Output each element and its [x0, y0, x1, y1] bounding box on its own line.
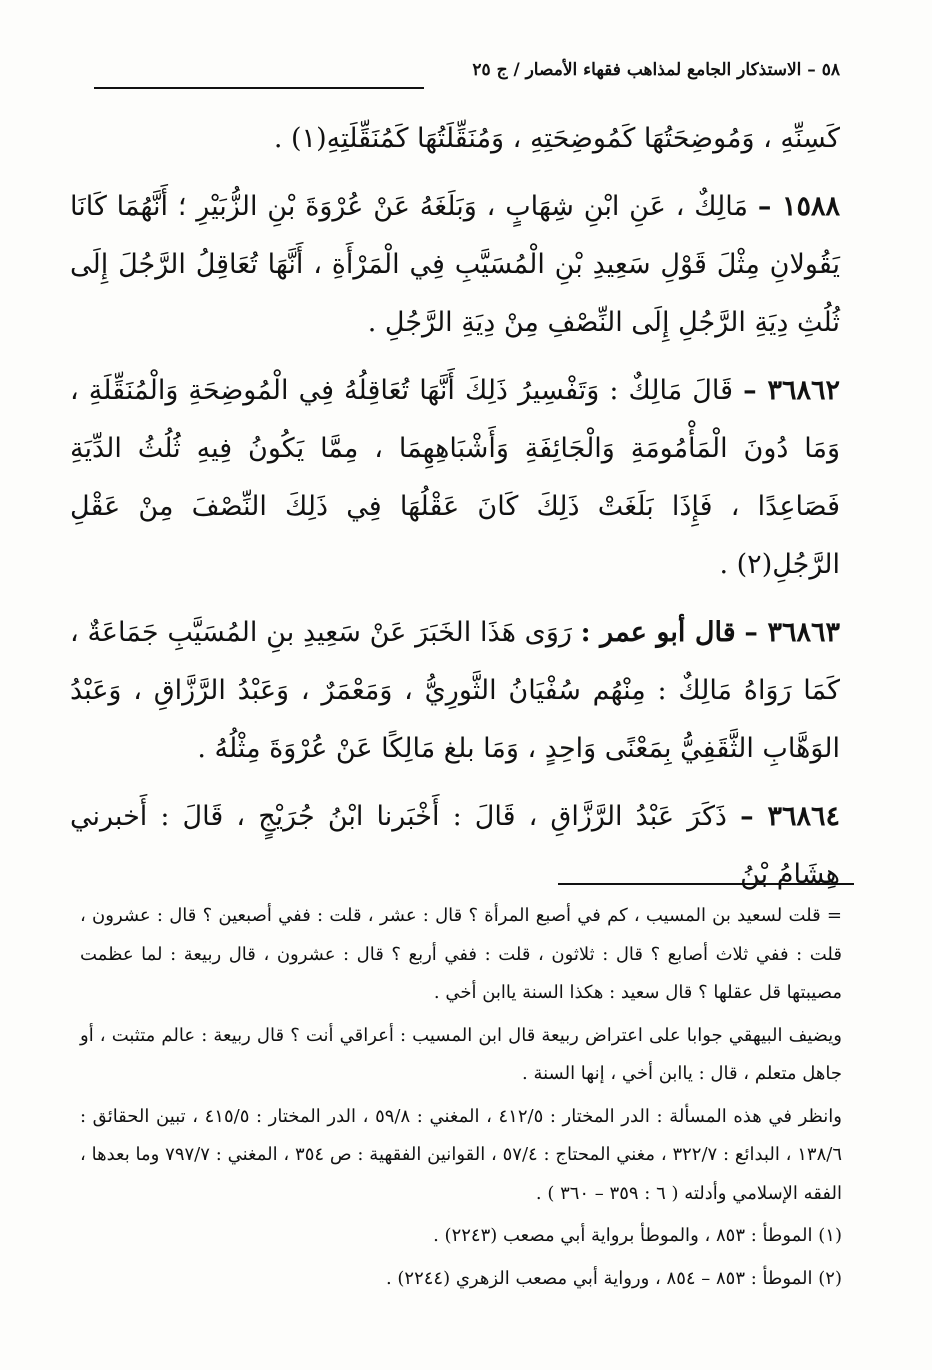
header-rule — [94, 87, 424, 89]
entry-text: قَالَ مَالِكٌ : وَتَفْسِيرُ ذَلِكَ أَنَّهَا تُعَاقِلُهُ فِي الْمُوضِحَةِ وَالْمُنَقِّلَةِ ، وَمَا دُونَ الْمَأْمُومَةِ وَالْجَائِفَةِ وَأَشْبَاهِهِمَا ، مِمَّا يَكُونُ فِيهِ ثُلُثُ الدِّيَةِ فَصَاعِدًا ، فَإِذَا بَلَغَتْ ذَلِكَ كَانَ عَقْلُهَا فِي ذَلِكَ النِّصْفَ مِنْ عَقْلِ الرَّجُلِ(٢) . — [70, 375, 840, 580]
footnote-bayhaqi: ويضيف البيهقي جوابا على اعتراض ربيعة قال ابن المسيب : أعراقي أنت ؟ قال ربيعة : عالم متثبت ، أو جاهل متعلم ، قال : ياابن أخي ، إنها السنة . — [80, 1024, 842, 1084]
entry-number: ٣٦٨٦٣ – — [744, 617, 840, 648]
entry-number: ١٥٨٨ – — [757, 191, 840, 222]
entry-number: ٣٦٨٦٤ – — [740, 801, 840, 832]
entry-text: ذَكَرَ عَبْدُ الرَّزَّاقِ ، قَالَ : أَخْبَرنا ابْنُ جُرَيْجٍ ، قَالَ : أَخبرني هِشَامُ بْنُ — [70, 801, 840, 890]
entry-36863 — [70, 604, 840, 778]
main-text — [70, 110, 840, 914]
footnote-2: (٢) الموطأ : ٨٥٣ – ٨٥٤ ، ورواية أبي مصعب الزهري (٢٢٤٤) . — [385, 1267, 842, 1289]
footnote-rule — [558, 883, 854, 885]
footnote-1: (١) الموطأ : ٨٥٣ ، والموطأ برواية أبي مصعب (٢٢٤٣) . — [433, 1225, 842, 1246]
page-number: ٥٨ — [821, 60, 840, 80]
entry-heading: قال أبو عمر : — [580, 617, 736, 648]
entry-36864 — [70, 788, 840, 904]
entry-36862 — [70, 362, 840, 594]
running-title: – الاستذكار الجامع لمذاهب فقهاء الأمصار / ج ٢٥ — [472, 60, 816, 80]
running-header — [280, 60, 840, 80]
footnotes — [80, 897, 842, 1302]
entry-number: ٣٦٨٦٢ – — [743, 375, 840, 406]
footnote-continuation: = قلت لسعيد بن المسيب ، كم في أصبع المرأة ؟ قال : عشر ، قلت : ففي أصبعين ؟ قال : عشرون ، قلت : ففي ثلاث أصابع ؟ قال : ثلاثون ، قلت : ففي أربع ؟ قال : عشرون ، قال ربيعة : لما عظمت مصيبتها قل عقلها ؟ قال سعيد : هكذا السنة ياابن أخي . — [80, 905, 842, 1003]
entry-text: رَوَى هَذَا الخَبَرَ عَنْ سَعِيدِ بنِ المُسَيَّبِ جَمَاعَةٌ ، كَمَا رَوَاهُ مَالِكٌ : مِنْهُم سُفْيَانُ الثَّورِيُّ ، وَمَعْمَرٌ ، وَعَبْدُ الرَّزَّاقِ ، وَعَبْدُ الوَهَّابِ الثَّقَفِيُّ بِمَعْنًى وَاحِدٍ ، وَمَا بلغ مَالِكًا عَنْ عُرْوَةَ مِثْلُهُ . — [70, 617, 840, 764]
entry-1588 — [70, 178, 840, 352]
footnote-sources: وانظر في هذه المسألة : الدر المختار : ٤١٢/٥ ، المغني : ٥٩/٨ ، الدر المختار : ٤١٥/٥ ، تبين الحقائق : ١٣٨/٦ ، البدائع : ٣٢٢/٧ ، مغني المحتاج : ٥٧/٤ ، القوانين الفقهية : ص ٣٥٤ ، المغني : ٧٩٧/٧ وما بعدها ، الفقه الإسلامي وأدلته ( ٦ : ٣٥٩ – ٣٦٠ ) . — [80, 1105, 842, 1204]
continuation-line: كَسِنِّهِ ، وَمُوضِحَتُهَا كَمُوضِحَتِهِ ، وَمُنَقِّلَتُهَا كَمُنَقِّلَتِهِ(١) . — [273, 123, 840, 154]
entry-text: مَالِكٌ ، عَنِ ابْنِ شِهَابٍ ، وَبَلَغَهُ عَنْ عُرْوَةَ بْنِ الزُّبَيْرِ ؛ أَنَّهُمَا كَانَا يَقُولانِ مِثْلَ قَوْلِ سَعِيدِ بْنِ الْمُسَيَّبِ فِي الْمَرْأَةِ ، أَنَّهَا تُعَاقِلُ الرَّجُلَ إِلَى ثُلُثِ دِيَةِ الرَّجُلِ إِلَى النِّصْفِ مِنْ دِيَةِ الرَّجُلِ . — [70, 191, 840, 338]
